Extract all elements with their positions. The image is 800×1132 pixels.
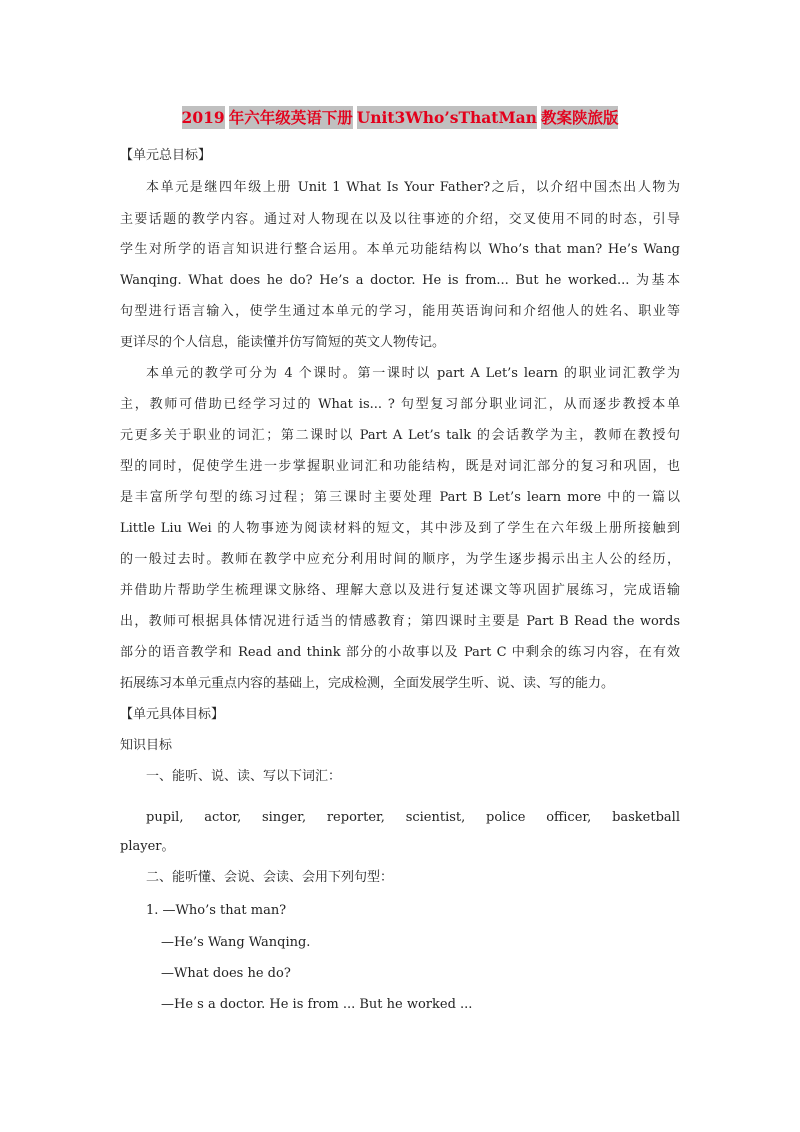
dialog-line: —He s a doctor. He is from ... But he worked ... <box>161 997 473 1012</box>
dialog-line: 1. —Who’s that man? <box>146 903 287 918</box>
paragraph-line: 拓展练习本单元重点内容的基础上，完成检测，全面发展学生听、说、读、写的能力。 <box>120 676 615 691</box>
paragraph-line: 部分的语音教学和 Read and think 部分的小故事以及 Part C 中剩余的练习内容，在有效 <box>120 645 680 660</box>
vocab-line: player。 <box>120 839 175 854</box>
paragraph-line: 并借助片帮助学生梳理课文脉络、理解大意以及进行复述课文等巩固扩展练习，完成语输 <box>120 583 680 598</box>
paragraph-line: 主，教师可借助已经学习过的 What is... ? 句型复习部分职业词汇，从而逐步教授本单 <box>120 397 680 412</box>
paragraph-line: 更详尽的个人信息，能读懂并仿写简短的英文人物传记。 <box>120 335 446 350</box>
paragraph-line: 句型进行语言输入，使学生通过本单元的学习，能用英语询问和介绍他人的姓名、职业等 <box>120 304 680 319</box>
paragraph-line: 的一般过去时。教师在教学中应充分利用时间的顺序，为学生逐步揭示出主人公的经历， <box>120 552 680 567</box>
paragraph-line: 型的同时，促使学生进一步掌握职业词汇和功能结构，既是对词汇部分的复习和巩固，也 <box>120 459 680 474</box>
paragraph-line: 本单元的教学可分为 4 个课时。第一课时以 part A Let’s learn 的职业词汇教学为 <box>146 366 680 381</box>
paragraph-line: Wanqing. What does he do? He’s a doctor. He is from... But he worked... 为基本 <box>120 273 680 288</box>
section-heading: 【单元总目标】 <box>120 148 212 163</box>
subsection-heading: 知识目标 <box>120 738 173 753</box>
vocab-line: pupil, actor, singer, reporter, scientist, police officer, basketball <box>146 810 680 825</box>
title-part: Unit3Who’sThatMan <box>356 108 537 127</box>
paragraph-line: 是丰富所学句型的练习过程；第三课时主要处理 Part B Let’s learn more 中的一篇以 <box>120 490 680 505</box>
title-part: 年六年级英语下册 <box>228 108 353 127</box>
title-part: 2019 <box>181 108 225 127</box>
paragraph-line: 本单元是继四年级上册 Unit 1 What Is Your Father?之后，以介绍中国杰出人物为 <box>146 180 680 195</box>
dialog-line: —What does he do? <box>161 966 291 981</box>
title-part: 教案陕旅版 <box>540 108 619 127</box>
paragraph-line: 学生对所学的语言知识进行整合运用。本单元功能结构以 Who’s that man? He’s Wang <box>120 242 680 257</box>
paragraph-line: 主要话题的教学内容。通过对人物现在以及以往事迹的介绍，交叉使用不同的时态，引导 <box>120 212 680 227</box>
paragraph-line: 出，教师可根据具体情况进行适当的情感教育；第四课时主要是 Part B Read the words <box>120 614 680 629</box>
document-title <box>0 106 800 128</box>
paragraph-line: 元更多关于职业的词汇；第二课时以 Part A Let’s talk 的会话教学为主，教师在教授句 <box>120 428 680 443</box>
list-heading: 一、能听、说、读、写以下词汇： <box>146 769 342 784</box>
list-heading: 二、能听懂、会说、会读、会用下列句型： <box>146 870 394 885</box>
section-heading: 【单元具体目标】 <box>120 707 225 722</box>
paragraph-line: Little Liu Wei 的人物事迹为阅读材料的短文，其中涉及到了学生在六年级上册所接触到 <box>120 521 680 536</box>
dialog-line: —He’s Wang Wanqing. <box>161 935 311 950</box>
